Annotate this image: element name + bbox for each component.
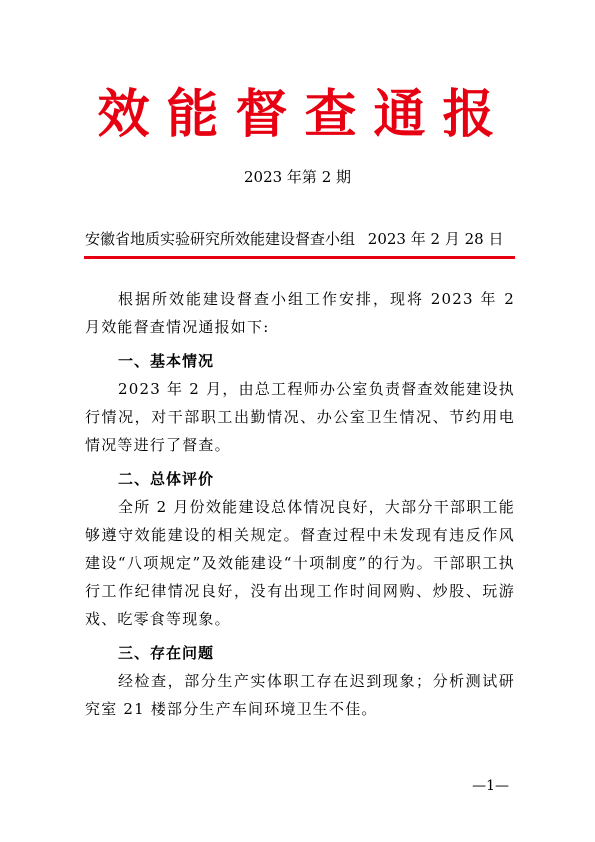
- red-divider-rule: [84, 256, 515, 259]
- section-heading-overall-evaluation: 二、总体评价: [118, 470, 215, 488]
- section-body-basic-situation: 2023 年 2 月，由总工程师办公室负责督查效能建设执行情况，对干部职工出勤情况、办公室卫生情况、节约用电情况等进行了督查。: [85, 380, 515, 454]
- section-heading-existing-problems: 三、存在问题: [118, 644, 215, 662]
- document-body: [85, 285, 515, 723]
- intro-paragraph: 根据所效能建设督查小组工作安排，现将 2023 年 2 月效能督查情况通报如下:: [85, 290, 515, 336]
- section-heading-basic-situation: 一、基本情况: [118, 352, 215, 370]
- issue-date: 2023 年 2 月 28 日: [367, 230, 504, 248]
- masthead-title: 效能督查通报: [97, 84, 512, 145]
- issuer-name: 安徽省地质实验研究所效能建设督查小组: [85, 230, 356, 248]
- issue-number: 2023 年第 2 期: [243, 168, 352, 186]
- section-body-overall-evaluation: 全所 2 月份效能建设总体情况良好，大部分干部职工能够遵守效能建设的相关规定。督查过程中未发现有违反作风建设“八项规定”及效能建设“十项制度”的行为。干部职工执行工作纪律情况良好，没有出现工作时间网购、炒股、玩游戏、吃零食等现象。: [85, 498, 515, 628]
- issuer-line: [85, 228, 515, 250]
- section-body-existing-problems: 经检查，部分生产实体职工存在迟到现象；分析测试研究室 21 楼部分生产车间环境卫生不佳。: [85, 672, 515, 718]
- page-number: —1—: [472, 778, 509, 794]
